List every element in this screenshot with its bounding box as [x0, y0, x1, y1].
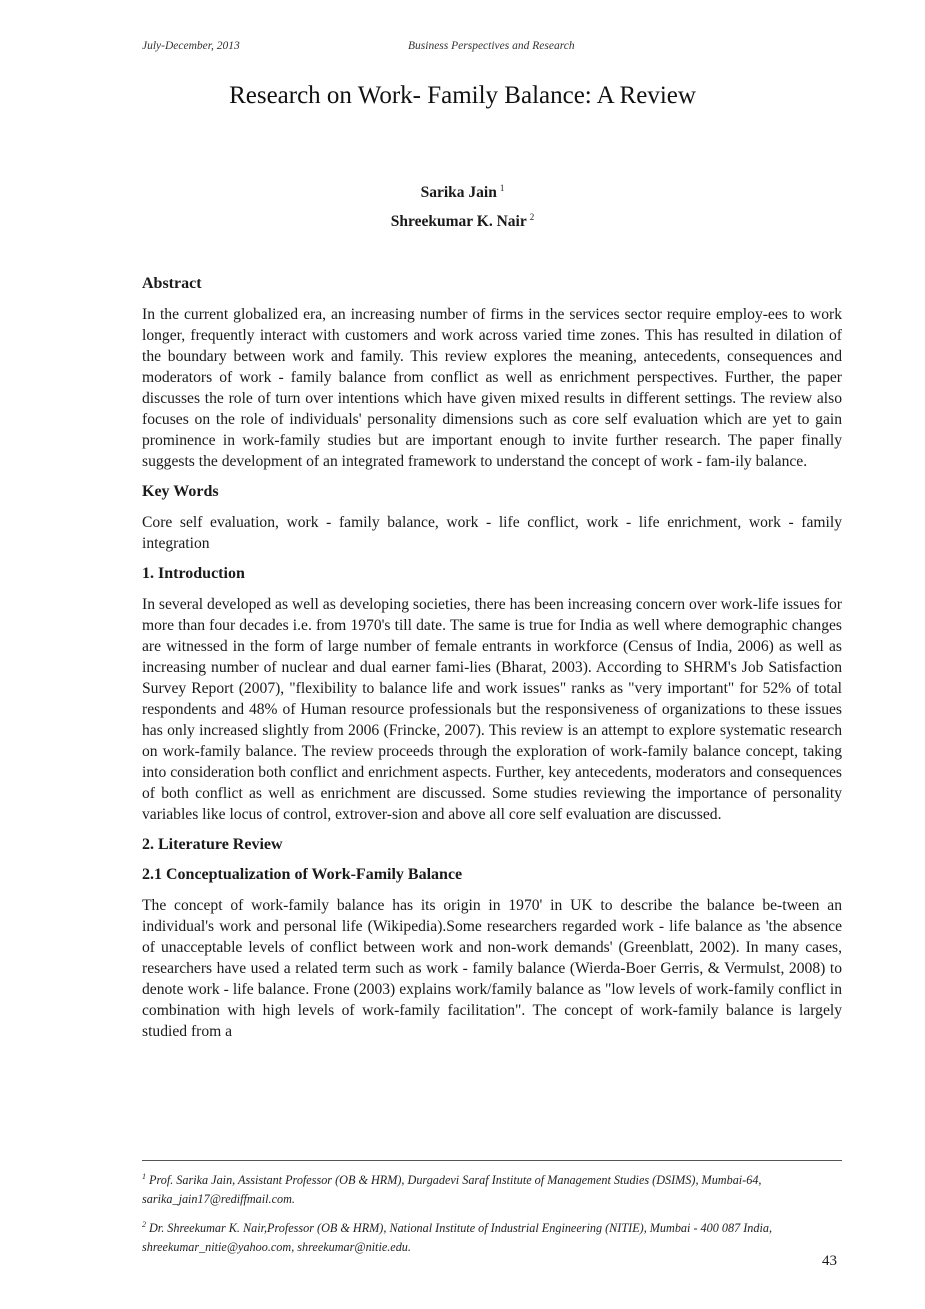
- section-2-1-heading: 2.1 Conceptualization of Work-Family Balance: [142, 866, 463, 883]
- section-2-1-text: The concept of work-family balance has its origin in 1970' in UK to describe the balance be-tween an individual's work and personal life (Wikipedia).Some researchers regarded work - life balance as 'the absence of unacceptable levels of conflict between work and non-work demands' (Greenblatt, 2002). In many cases, researchers have used a related term such as work - family balance (Wierda-Boer Gerris, & Vermulst, 2008) to denote work - life balance. Frone (2003) explains work/family balance as "low levels of work-family conflict in combination with high levels of work-family facilitation". The concept of work-family balance is largely studied from a: [142, 897, 842, 1040]
- author-marker: 2: [529, 212, 535, 223]
- author-2: [0, 205, 925, 234]
- literature-review-heading: 2. Literature Review: [142, 836, 283, 853]
- author-list: [0, 176, 925, 234]
- keywords-heading: Key Words: [142, 483, 219, 500]
- author-1: [0, 176, 925, 205]
- footnote-2: [142, 1215, 842, 1257]
- footnote-marker: 1: [142, 1172, 146, 1181]
- footnotes: [142, 1160, 842, 1263]
- author-marker: 1: [499, 183, 505, 193]
- abstract-text: In the current globalized era, an increasing number of firms in the services sector require employ-ees to work longer, frequently interact with customers and work across varied time zones. This has resulted in dilation of the boundary between work and family. This review explores the meaning, antecedents, consequences and moderators of work - family balance from conflict as well as enrichment perspectives. Further, the paper discusses the role of turn over intentions which have given mixed results in different settings. The review also focuses on the role of individuals' personality dimensions such as core self evaluation which are yet to gain prominence in work-family studies but are important enough to invite further research. The paper finally suggests the development of an integrated framework to understand the concept of work - fam-ily balance.: [142, 306, 842, 470]
- footnote-marker: 2: [142, 1220, 146, 1230]
- footnote-text: Dr. Shreekumar K. Nair,Professor (OB & HRM), National Institute of Industrial Engineering (NITIE), Mumbai - 400 087 India, shreekumar_nitie@yahoo.com, shreekumar@nitie.edu.: [142, 1221, 772, 1255]
- running-head-date: July-December, 2013: [142, 40, 240, 52]
- footnote-text: Prof. Sarika Jain, Assistant Professor (OB & HRM), Durgadevi Saraf Institute of Management Studies (DSIMS), Mumbai-64, sarika_jain17@rediffmail.com.: [142, 1173, 762, 1207]
- introduction-heading: 1. Introduction: [142, 565, 245, 582]
- footnote-divider: [142, 1160, 842, 1161]
- author-name: Sarika Jain: [420, 184, 497, 202]
- main-content: [142, 274, 842, 1052]
- page-number: 43: [822, 1253, 837, 1269]
- introduction-text: In several developed as well as developing societies, there has been increasing concern over work-life issues for more than four decades i.e. from 1970's till date. The same is true for India as well where demographic changes are witnessed in the form of large number of female entrants in workforce (Census of India, 2006) as well as increasing number of nuclear and dual earner fami-lies (Bharat, 2003). According to SHRM's Job Satisfaction Survey Report (2007), "flexibility to balance life and work issues" ranks as "very important" for 52% of total respondents and 48% of Human resource professionals but the responsiveness of organizations to these issues has only increased slightly from 2006 (Frincke, 2007). This review is an attempt to explore systematic research on work-family balance. The review proceeds through the exploration of work-family balance concept, taking into consideration both conflict and enrichment aspects. Further, key antecedents, moderators and consequences of both conflict as well as enrichment are discussed. Some studies reviewing the importance of personality variables like locus of control, extrover-sion and above all core self evaluation are discussed.: [142, 596, 842, 823]
- paper-title: Research on Work- Family Balance: A Review: [229, 82, 696, 109]
- keywords-text: Core self evaluation, work - family balance, work - life conflict, work - life enrichment, work - family integration: [142, 514, 842, 552]
- abstract-heading: Abstract: [142, 275, 202, 292]
- running-head-journal: Business Perspectives and Research: [408, 40, 575, 52]
- footnote-1: [142, 1167, 842, 1209]
- author-name: Shreekumar K. Nair: [390, 213, 527, 231]
